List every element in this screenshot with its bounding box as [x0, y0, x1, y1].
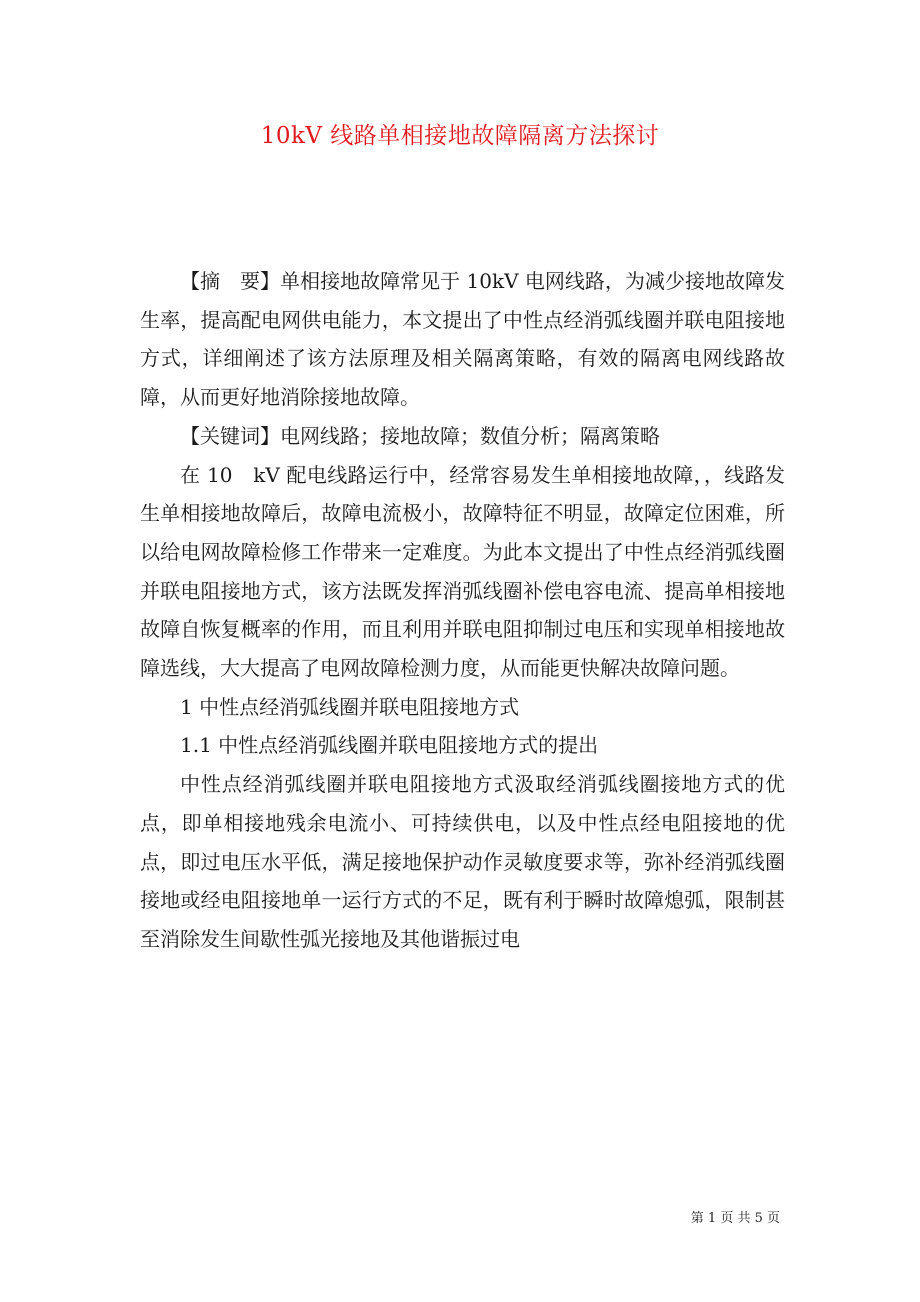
intro-paragraph: 在 10 kV 配电线路运行中，经常容易发生单相接地故障，，线路发生单相接地故障后，故障电流极小，故障特征不明显，故障定位困难，所以给电网故障检修工作带来一定难度。为此本文提出了中性点经消弧线圈并联电阻接地方式，该方法既发挥消弧线圈补偿电容电流、提高单相接地故障自恢复概率的作用，而且利用并联电阻抑制过电压和实现单相接地故障选线，大大提高了电网故障检测力度，从而能更快解决故障问题。	[140, 462, 785, 681]
body-paragraph: 中性点经消弧线圈并联电阻接地方式汲取经消弧线圈接地方式的优点，即单相接地残余电流小、可持续供电，以及中性点经电阻接地的优点，即过电压水平低，满足接地保护动作灵敏度要求等，弥补经消弧线圈接地或经电阻接地单一运行方式的不足，既有利于瞬时故障熄弧，限制甚至消除发生间歇性弧光接地及其他谐振过电	[140, 772, 785, 951]
section-heading-1-1: 1.1 中性点经消弧线圈并联电阻接地方式的提出	[180, 733, 599, 758]
section-heading-1: 1 中性点经消弧线圈并联电阻接地方式	[180, 694, 520, 719]
abstract-paragraph: 【摘 要】单相接地故障常见于 10kV 电网线路，为减少接地故障发生率，提高配电网供电能力，本文提出了中性点经消弧线圈并联电阻接地方式，详细阐述了该方法原理及相关隔离策略，有效的隔离电网线路故障，从而更好地消除接地故障。	[140, 269, 785, 410]
document-body	[140, 262, 785, 959]
document-title: 10kV 线路单相接地故障隔离方法探讨	[260, 123, 660, 149]
page-number: 第 1 页 共 5 页	[690, 1211, 780, 1226]
keywords-paragraph: 【关键词】电网线路；接地故障；数值分析；隔离策略	[180, 423, 660, 448]
